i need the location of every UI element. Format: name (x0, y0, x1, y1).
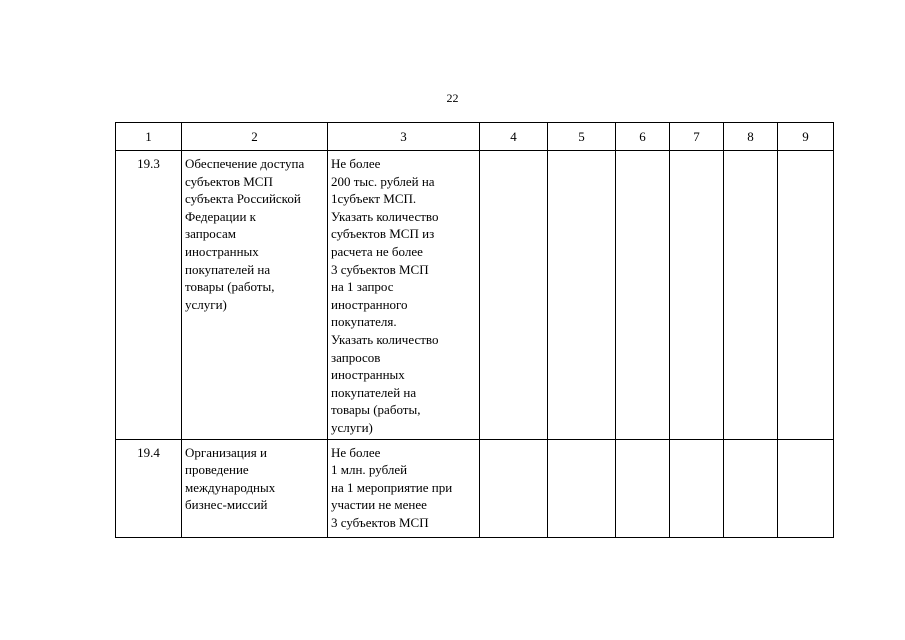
empty-cell (616, 439, 670, 537)
empty-cell (724, 151, 778, 440)
empty-cell (670, 151, 724, 440)
column-header: 8 (724, 123, 778, 151)
row-number: 19.4 (116, 439, 182, 537)
row-number: 19.3 (116, 151, 182, 440)
column-header: 1 (116, 123, 182, 151)
column-header: 4 (480, 123, 548, 151)
table-row (116, 151, 834, 440)
empty-cell (548, 151, 616, 440)
activity-cell: Обеспечение доступа субъектов МСП субъекта Российской Федерации к запросам иностранных покупателей на товары (работы, услуги) (182, 151, 328, 440)
document-table (115, 122, 834, 538)
empty-cell (778, 439, 834, 537)
empty-cell (480, 439, 548, 537)
empty-cell (548, 439, 616, 537)
page-number: 22 (446, 91, 459, 105)
column-header: 3 (328, 123, 480, 151)
empty-cell (778, 151, 834, 440)
table-row (116, 439, 834, 537)
column-header: 7 (670, 123, 724, 151)
table-header-row (116, 123, 834, 151)
limit-cell: Не более 200 тыс. рублей на 1субъект МСП. Указать количество субъектов МСП из расчета не более 3 субъектов МСП на 1 запрос иностранного покупателя. Указать количество запросов иностранных покупателей на товары (работы, услуги) (328, 151, 480, 440)
empty-cell (616, 151, 670, 440)
column-header: 5 (548, 123, 616, 151)
activity-cell: Организация и проведение международных бизнес-миссий (182, 439, 328, 537)
empty-cell (724, 439, 778, 537)
column-header: 9 (778, 123, 834, 151)
empty-cell (480, 151, 548, 440)
empty-cell (670, 439, 724, 537)
column-header: 6 (616, 123, 670, 151)
column-header: 2 (182, 123, 328, 151)
limit-cell: Не более 1 млн. рублей на 1 мероприятие при участии не менее 3 субъектов МСП (328, 439, 480, 537)
